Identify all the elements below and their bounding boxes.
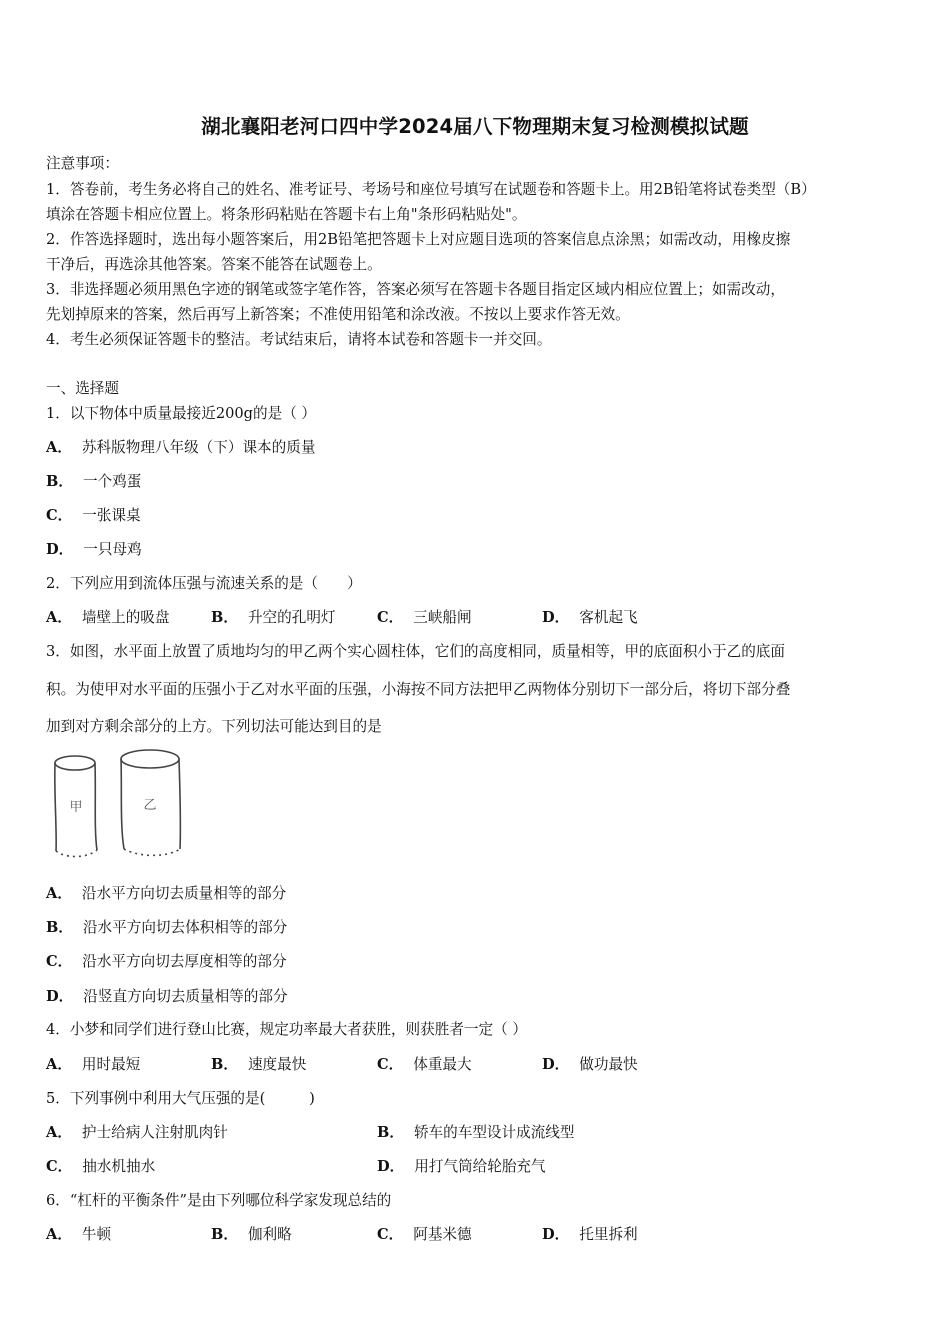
option-text: 用时最短	[81, 1056, 141, 1073]
question-stem: 加到对方剩余部分的上方。下列切法可能达到目的是	[46, 718, 382, 735]
option-c	[377, 1053, 472, 1074]
option-text: 三峡船闸	[413, 609, 472, 626]
option-a	[46, 1223, 111, 1244]
notice-line: 填涂在答题卡相应位置上。将条形码粘贴在答题卡右上角"条形码粘贴处"。	[46, 206, 527, 223]
option-text: 护士给病人注射肌肉针	[81, 1124, 228, 1141]
cylinder-label-yi: 乙	[143, 798, 157, 813]
option-label: A．	[46, 885, 72, 902]
option-label: C．	[377, 1226, 404, 1243]
option-text: 客机起飞	[579, 609, 638, 626]
option-text: 用打气筒给轮胎充气	[414, 1158, 546, 1175]
option-label: D．	[46, 988, 74, 1005]
option-label: B．	[211, 1226, 238, 1243]
option-a	[46, 882, 286, 903]
option-b	[211, 1053, 306, 1074]
option-label: B．	[46, 919, 73, 936]
option-c	[46, 504, 141, 525]
option-text: 沿水平方向切去厚度相等的部分	[82, 953, 287, 970]
notice-line: 4．考生必须保证答题卡的整洁。考试结束后，请将本试卷和答题卡一并交回。	[46, 331, 552, 348]
option-label: A．	[46, 1124, 72, 1141]
option-d	[542, 1053, 638, 1074]
question-stem: 4．小梦和同学们进行登山比赛，规定功率最大者获胜，则获胜者一定（ ）	[46, 1021, 527, 1038]
notice-line: 2．作答选择题时，选出每小题答案后，用2B铅笔把答题卡上对应题目选项的答案信息点涂黑；如需改动，用橡皮擦	[46, 231, 791, 248]
question-stem: 1．以下物体中质量最接近200g的是（ ）	[46, 405, 317, 422]
option-c	[377, 1223, 472, 1244]
option-label: D．	[542, 1056, 570, 1073]
option-d	[542, 1223, 638, 1244]
option-a	[46, 1053, 140, 1074]
option-text: 托里拆利	[579, 1226, 638, 1243]
option-text: 沿水平方向切去体积相等的部分	[82, 919, 288, 936]
notice-line: 先划掉原来的答案，然后再写上新答案；不准使用铅笔和涂改液。不按以上要求作答无效。	[46, 306, 630, 323]
option-label: D．	[46, 541, 74, 558]
option-d	[542, 606, 638, 627]
question-stem: 6．“杠杆的平衡条件”是由下列哪位科学家发现总结的	[46, 1192, 392, 1209]
section-heading: 一、选择题	[46, 380, 119, 397]
option-a	[46, 1121, 228, 1142]
option-text: 一张课桌	[82, 507, 141, 524]
option-label: C．	[377, 1056, 404, 1073]
option-text: 阿基米德	[413, 1226, 472, 1243]
option-text: 墙壁上的吸盘	[81, 609, 170, 626]
option-text: 抽水机抽水	[82, 1158, 156, 1175]
option-label: C．	[46, 1158, 73, 1175]
option-label: C．	[46, 953, 73, 970]
option-text: 伽利略	[247, 1226, 292, 1243]
option-b	[46, 916, 287, 937]
option-label: D．	[377, 1158, 405, 1175]
option-text: 升空的孔明灯	[247, 609, 336, 626]
page-title: 湖北襄阳老河口四中学2024届八下物理期末复习检测模拟试题	[201, 115, 749, 138]
option-label: B．	[46, 473, 73, 490]
question-stem: 积。为使甲对水平面的压强小于乙对水平面的压强，小海按不同方法把甲乙两物体分别切下一部分后，将切下部分叠	[46, 681, 791, 698]
option-d	[46, 985, 288, 1006]
option-label: C．	[377, 609, 404, 626]
option-a	[46, 436, 315, 457]
option-text: 沿水平方向切去质量相等的部分	[81, 885, 287, 902]
option-text: 一只母鸡	[83, 541, 142, 558]
option-label: B．	[211, 1056, 238, 1073]
option-a	[46, 606, 170, 627]
option-b	[377, 1121, 574, 1142]
option-label: C．	[46, 507, 73, 524]
option-text: 速度最快	[247, 1056, 307, 1073]
option-text: 体重最大	[413, 1056, 472, 1073]
option-text: 苏科版物理八年级（下）课本的质量	[81, 439, 316, 456]
question-stem: 2．下列应用到流体压强与流速关系的是（ ）	[46, 575, 362, 592]
cylinder-label-jia: 甲	[69, 800, 83, 815]
option-c	[377, 606, 472, 627]
option-text: 做功最快	[579, 1056, 638, 1073]
option-label: B．	[377, 1124, 404, 1141]
option-label: B．	[211, 609, 238, 626]
option-b	[211, 606, 336, 627]
question-stem: 3．如图，水平面上放置了质地均匀的甲乙两个实心圆柱体，它们的高度相同，质量相等，甲的底面积小于乙的底面	[46, 643, 785, 660]
option-label: A．	[46, 1226, 72, 1243]
option-c	[46, 1155, 155, 1176]
option-text: 牛顿	[81, 1226, 112, 1243]
notice-line: 1．答卷前，考生务必将自己的姓名、准考证号、考场号和座位号填写在试题卷和答题卡上。用2B铅笔将试卷类型（B）	[46, 181, 816, 198]
option-label: A．	[46, 1056, 72, 1073]
notice-line: 干净后，再选涂其他答案。答案不能答在试题卷上。	[46, 256, 382, 273]
option-label: A．	[46, 439, 72, 456]
option-label: D．	[542, 609, 570, 626]
option-label: D．	[542, 1226, 570, 1243]
cylinders-figure	[46, 745, 196, 865]
option-text: 轿车的车型设计成流线型	[413, 1124, 575, 1141]
option-d	[46, 538, 142, 559]
option-label: A．	[46, 609, 72, 626]
option-b	[46, 470, 141, 491]
option-b	[211, 1223, 292, 1244]
option-c	[46, 950, 287, 971]
option-d	[377, 1155, 546, 1176]
notice-heading: 注意事项：	[46, 155, 119, 172]
notice-line: 3．非选择题必须用黑色字迹的钢笔或签字笔作答，答案必须写在答题卡各题目指定区域内相应位置上；如需改动，	[46, 281, 785, 298]
option-text: 沿竖直方向切去质量相等的部分	[83, 988, 288, 1005]
question-stem: 5．下列事例中利用大气压强的是( )	[46, 1090, 315, 1107]
option-text: 一个鸡蛋	[82, 473, 142, 490]
